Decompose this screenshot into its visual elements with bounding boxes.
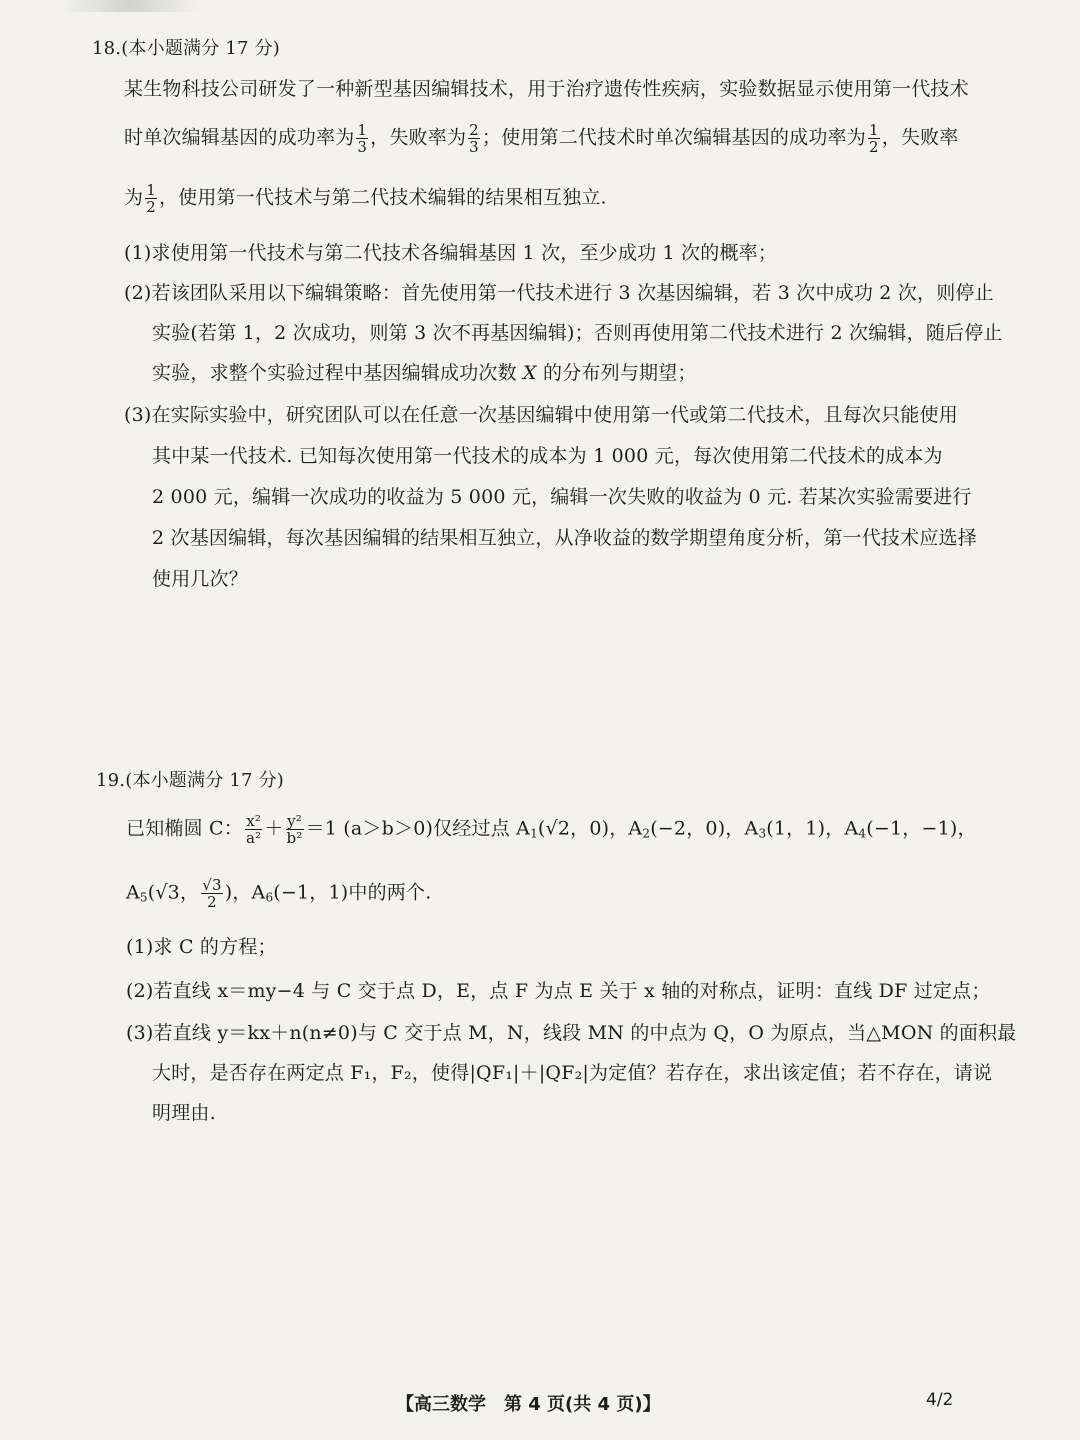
frac-den: a² <box>245 829 262 847</box>
q19-stem-line2 <box>126 877 431 913</box>
fraction-sqrt3-2 <box>201 877 223 910</box>
frac-num: 2 <box>469 121 479 139</box>
q19-stem1-text-e: (1，1)，A <box>766 817 859 840</box>
q18-part2-line1: (2)若该团队采用以下编辑策略：首先使用第一代技术进行 3 次基因编辑，若 3 次中成功 2 次，则停止 <box>124 282 994 304</box>
frac-num: 1 <box>868 121 879 139</box>
q19-stem2-text-a: A <box>126 881 140 904</box>
frac-den: 3 <box>357 138 368 156</box>
q18-part3-line1: (3)在实际实验中，研究团队可以在任意一次基因编辑中使用第一代或第二代技术，且每次只能使用 <box>124 404 958 426</box>
subscript: 4 <box>858 826 867 841</box>
q19-stem2-text-d: (−1，1)中的两个. <box>273 881 432 904</box>
frac-den: b² <box>286 829 303 847</box>
subscript: 6 <box>265 890 274 905</box>
frac-den: 2 <box>868 138 879 156</box>
fraction-x2-a2 <box>245 813 262 846</box>
q18-stem2-text-d: ，失败率 <box>881 126 959 149</box>
subscript: 2 <box>642 826 651 841</box>
q18-part2-line3 <box>152 358 697 388</box>
q18-stem2-text-a: 时单次编辑基因的成功率为 <box>124 126 355 149</box>
q18-stem-line2 <box>124 122 959 155</box>
q19-part3-line3: 明理由. <box>152 1102 216 1124</box>
q18-part2-line2: 实验(若第 1，2 次成功，则第 3 次不再基因编辑)；否则再使用第二代技术进行 2 次编辑，随后停止 <box>152 322 1003 344</box>
frac-num: y² <box>287 812 302 830</box>
page-footer-title: 【高三数学 第 4 页(共 4 页)】 <box>396 1394 661 1415</box>
q19-part2: (2)若直线 x＝my−4 与 C 交于点 D，E，点 F 为点 E 关于 x 轴的对称点，证明：直线 DF 过定点； <box>126 980 991 1002</box>
q19-header: 19.(本小题满分 17 分) <box>96 770 285 791</box>
fraction-two-thirds <box>468 122 480 155</box>
frac-den: 3 <box>469 138 479 156</box>
q19-part1: (1)求 C 的方程； <box>126 936 277 958</box>
fraction-one-half <box>145 182 157 215</box>
q19-stem-line1 <box>126 813 977 849</box>
q18-stem-line3 <box>124 182 607 215</box>
frac-num: √3 <box>202 876 222 894</box>
frac-num: 1 <box>357 121 368 139</box>
q19-stem1-text-b: ＝1 (a＞b＞0)仅经过点 A <box>305 817 531 840</box>
q19-stem1-text-d: (−2，0)，A <box>650 817 759 840</box>
q18-part1: (1)求使用第一代技术与第二代技术各编辑基因 1 次，至少成功 1 次的概率； <box>124 242 778 264</box>
q18-part3-line5: 使用几次？ <box>152 568 249 590</box>
q18-stem2-text-c: ；使用第二代技术时单次编辑基因的成功率为 <box>481 126 866 149</box>
q18-stem3-text-b: ，使用第一代技术与第二代技术编辑的结果相互独立. <box>158 186 607 209</box>
q19-stem2-text-c: )，A <box>224 881 266 904</box>
subscript: 1 <box>530 826 538 841</box>
plus-sign: ＋ <box>264 817 284 840</box>
q18-part3-line2: 其中某一代技术. 已知每次使用第一代技术的成本为 1 000 元，每次使用第二代技术的成本为 <box>152 445 943 467</box>
q18-stem-line1: 某生物科技公司研发了一种新型基因编辑技术，用于治疗遗传性疾病，实验数据显示使用第一代技术 <box>124 78 969 100</box>
fraction-one-half <box>868 122 880 155</box>
variable-x: X <box>523 362 537 384</box>
subscript: 5 <box>139 890 148 905</box>
q19-part3-line2: 大时，是否存在两定点 F₁，F₂，使得|QF₁|＋|QF₂|为定值？若存在，求出该定值；若不存在，请说 <box>152 1062 993 1084</box>
frac-den: 2 <box>146 198 156 216</box>
frac-num: 1 <box>146 181 156 199</box>
q18-stem3-text-a: 为 <box>124 186 144 209</box>
q18-part2-text-a: 实验，求整个实验过程中基因编辑成功次数 <box>152 362 524 384</box>
q18-header: 18.(本小题满分 17 分) <box>92 38 281 59</box>
subscript: 3 <box>758 826 767 841</box>
q19-stem1-text-f: (−1，−1)， <box>866 817 977 840</box>
q19-stem1-text-c: (√2，0)，A <box>537 817 643 840</box>
q18-part3-line4: 2 次基因编辑，每次基因编辑的结果相互独立，从净收益的数学期望角度分析，第一代技术应选择 <box>152 527 977 549</box>
q18-stem2-text-b: ，失败率为 <box>370 126 467 149</box>
q18-part2-text-b: 的分布列与期望； <box>536 362 697 384</box>
q18-part3-line3: 2 000 元，编辑一次成功的收益为 5 000 元，编辑一次失败的收益为 0 元. 若某次实验需要进行 <box>152 486 972 508</box>
q19-part3-line1: (3)若直线 y＝kx＋n(n≠0)与 C 交于点 M，N，线段 MN 的中点为 Q，O 为原点，当△MON 的面积最 <box>126 1022 1017 1044</box>
fraction-one-third <box>356 122 368 155</box>
frac-den: 2 <box>207 893 217 911</box>
fraction-y2-b2 <box>286 813 304 846</box>
page-code: 4/2 <box>926 1390 954 1410</box>
q19-stem2-text-b: (√3， <box>147 881 200 904</box>
frac-num: x² <box>246 812 262 830</box>
scan-smudge <box>60 0 200 12</box>
q19-stem1-text-a: 已知椭圆 C： <box>126 817 243 840</box>
